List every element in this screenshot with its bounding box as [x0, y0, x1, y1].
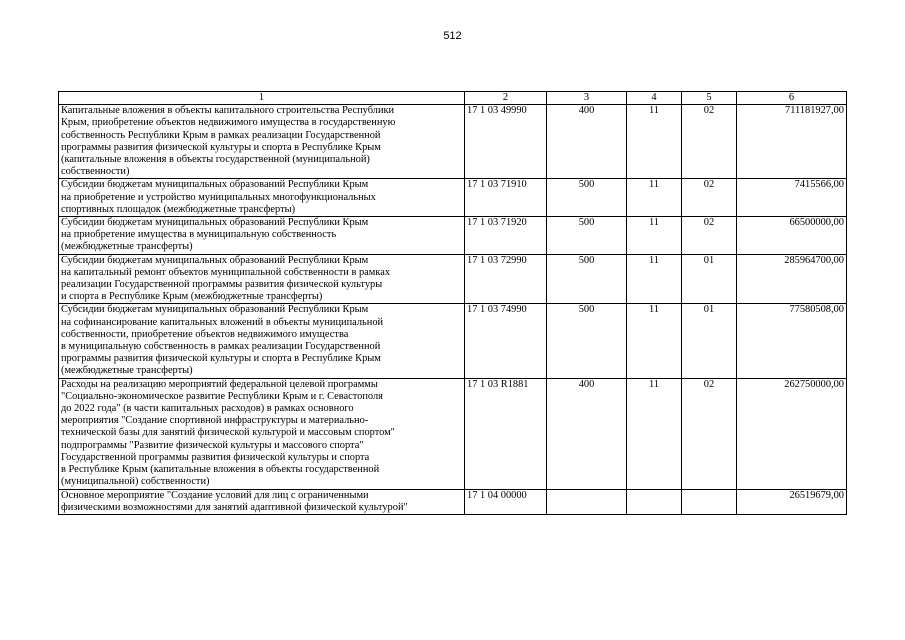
- table-row: [59, 378, 847, 489]
- row-name: Субсидии бюджетам муниципальных образований Республики Крым на капитальный ремонт объектов муниципальной собственности в рамках реализации Государственной программы развития физической культуры и спорта в Республике Крым (межбюджетные трансферты): [59, 254, 465, 304]
- column-header: 3: [547, 92, 627, 105]
- row-amount: 285964700,00: [737, 254, 847, 304]
- row-name: Капитальные вложения в объекты капитального строительства Республики Крым, приобретение объектов недвижимого имущества в государственную собственность Республики Крым в рамках реализации Государственной программы развития физической культуры и спорта в Республике Крым (капитальные вложения в объекты государственной (муниципальной) собственности): [59, 105, 465, 179]
- table-row: [59, 489, 847, 514]
- table-row: [59, 217, 847, 255]
- row-amount: 77580508,00: [737, 304, 847, 378]
- row-section: 11: [627, 378, 682, 489]
- page-number: 512: [443, 30, 462, 42]
- row-subsection: 02: [682, 105, 737, 179]
- column-header: 6: [737, 92, 847, 105]
- row-amount: 262750000,00: [737, 378, 847, 489]
- row-amount: 26519679,00: [737, 489, 847, 514]
- row-name: Основное мероприятие "Создание условий для лиц с ограниченными физическими возможностями для занятий адаптивной физической культурой": [59, 489, 465, 514]
- row-subsection: 02: [682, 217, 737, 255]
- header-row: [59, 92, 847, 105]
- row-expense-type: 400: [547, 378, 627, 489]
- row-subsection: 02: [682, 179, 737, 217]
- budget-table: [58, 91, 847, 515]
- row-subsection: [682, 489, 737, 514]
- column-header: 5: [682, 92, 737, 105]
- row-code: 17 1 03 71920: [465, 217, 547, 255]
- row-section: 11: [627, 179, 682, 217]
- table-row: [59, 105, 847, 179]
- row-subsection: 02: [682, 378, 737, 489]
- row-section: 11: [627, 304, 682, 378]
- column-header: 1: [59, 92, 465, 105]
- row-code: 17 1 03 72990: [465, 254, 547, 304]
- row-code: 17 1 03 71910: [465, 179, 547, 217]
- row-name: Субсидии бюджетам муниципальных образований Республики Крым на софинансирование капитальных вложений в объекты муниципальной собственности, приобретение объектов недвижимого имущества в муниципальную собственность в рамках реализации Государственной программы развития физической культуры и спорта в Республике Крым (межбюджетные трансферты): [59, 304, 465, 378]
- table-row: [59, 254, 847, 304]
- row-subsection: 01: [682, 254, 737, 304]
- row-name: Расходы на реализацию мероприятий федеральной целевой программы "Социально-экономическое развитие Республики Крым и г. Севастополя до 2022 года" (в части капитальных расходов) в рамках основного мероприятия "Создание спортивной инфраструктуры и материально- технической базы для занятий физической культурой и массовым спортом" подпрограммы "Развитие физической культуры и массового спорта" Государственной программы развития физической культуры и спорта в Республике Крым (капитальные вложения в объекты государственной (муниципальной) собственности): [59, 378, 465, 489]
- row-expense-type: 500: [547, 304, 627, 378]
- row-section: 11: [627, 254, 682, 304]
- row-section: 11: [627, 217, 682, 255]
- column-header: 4: [627, 92, 682, 105]
- row-code: 17 1 03 74990: [465, 304, 547, 378]
- row-expense-type: 500: [547, 179, 627, 217]
- table-row: [59, 304, 847, 378]
- row-expense-type: [547, 489, 627, 514]
- row-amount: 66500000,00: [737, 217, 847, 255]
- row-code: 17 1 03 49990: [465, 105, 547, 179]
- row-code: 17 1 04 00000: [465, 489, 547, 514]
- row-expense-type: 500: [547, 217, 627, 255]
- row-name: Субсидии бюджетам муниципальных образований Республики Крым на приобретение имущества в муниципальную собственность (межбюджетные трансферты): [59, 217, 465, 255]
- row-name: Субсидии бюджетам муниципальных образований Республики Крым на приобретение и устройство муниципальных многофункциональных спортивных площадок (межбюджетные трансферты): [59, 179, 465, 217]
- row-subsection: 01: [682, 304, 737, 378]
- table-row: [59, 179, 847, 217]
- row-section: 11: [627, 105, 682, 179]
- column-header: 2: [465, 92, 547, 105]
- row-amount: 711181927,00: [737, 105, 847, 179]
- row-section: [627, 489, 682, 514]
- row-amount: 7415566,00: [737, 179, 847, 217]
- row-expense-type: 400: [547, 105, 627, 179]
- row-code: 17 1 03 R1881: [465, 378, 547, 489]
- row-expense-type: 500: [547, 254, 627, 304]
